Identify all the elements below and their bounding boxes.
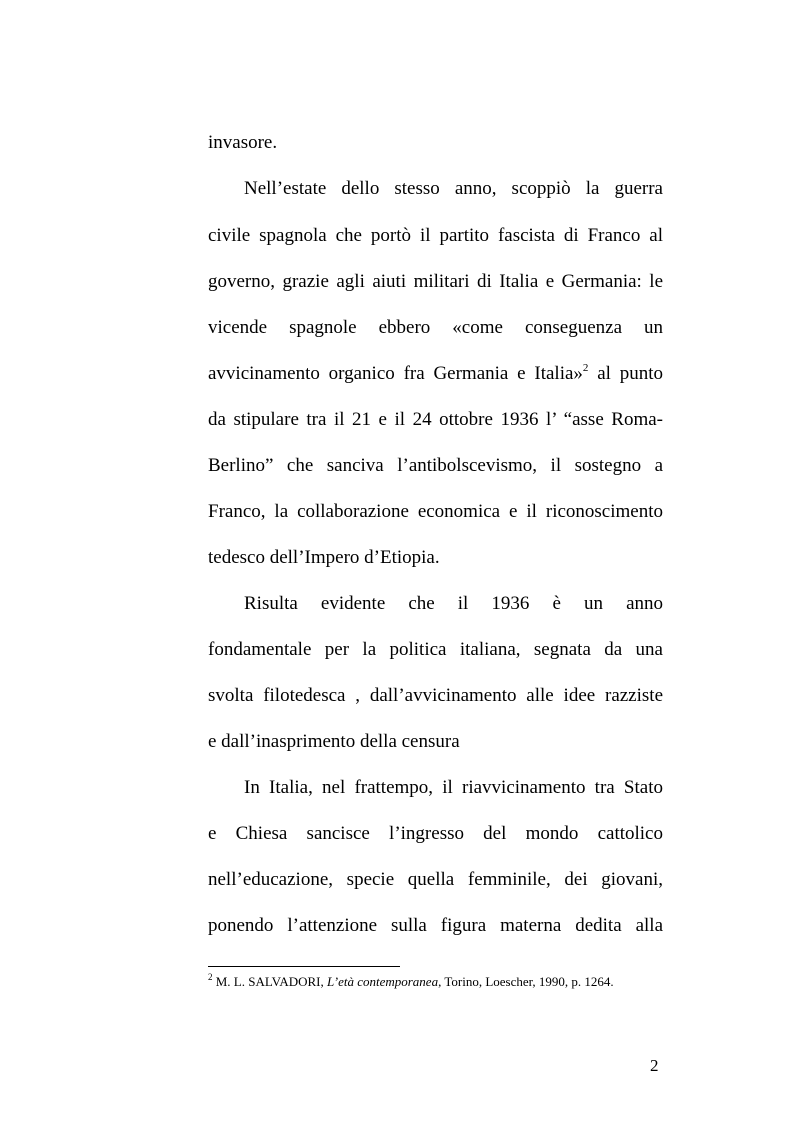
text-line — [208, 362, 663, 386]
text-line: civile spagnola che portò il partito fascista di Franco al — [208, 225, 663, 246]
text-line: Franco, la collaborazione economica e il riconoscimento — [208, 501, 663, 522]
text-line: da stipulare tra il 21 e il 24 ottobre 1936 l’ “asse Roma- — [208, 409, 663, 430]
text-line: vicende spagnole ebbero «come conseguenza un — [208, 317, 663, 338]
text-line: e dall’inasprimento della censura — [208, 731, 460, 752]
text-segment: al punto — [597, 363, 663, 384]
text-line: Nell’estate dello stesso anno, scoppiò la guerra — [244, 178, 663, 199]
text-segment: avvicinamento organico fra Germania e Italia» — [208, 363, 583, 384]
text-line: tedesco dell’Impero d’Etiopia. — [208, 547, 440, 568]
footnote — [208, 973, 614, 991]
text-line: nell’educazione, specie quella femminile, dei giovani, — [208, 869, 663, 890]
text-line: Berlino” che sanciva l’antibolscevismo, il sostegno a — [208, 455, 663, 476]
footnote-details: , Torino, Loescher, 1990, p. 1264. — [438, 974, 614, 989]
footnote-title: L’età contemporanea — [327, 974, 439, 989]
footnote-separator — [208, 966, 400, 967]
text-line: ponendo l’attenzione sulla figura materna dedita alla — [208, 915, 663, 936]
text-line: fondamentale per la politica italiana, segnata da una — [208, 639, 663, 660]
footnote-number: 2 — [208, 971, 213, 982]
text-line: e Chiesa sancisce l’ingresso del mondo cattolico — [208, 823, 663, 844]
text-line: governo, grazie agli aiuti militari di Italia e Germania: le — [208, 271, 663, 292]
text-line: svolta filotedesca , dall’avvicinamento alle idee razziste — [208, 685, 663, 706]
text-line: Risulta evidente che il 1936 è un anno — [244, 593, 663, 614]
footnote-reference: 2 — [582, 361, 589, 374]
text-line: invasore. — [208, 132, 278, 153]
text-line: In Italia, nel frattempo, il riavvicinamento tra Stato — [244, 777, 663, 798]
footnote-author: M. L. SALVADORI, — [215, 974, 327, 989]
page-number: 2 — [650, 1056, 659, 1075]
